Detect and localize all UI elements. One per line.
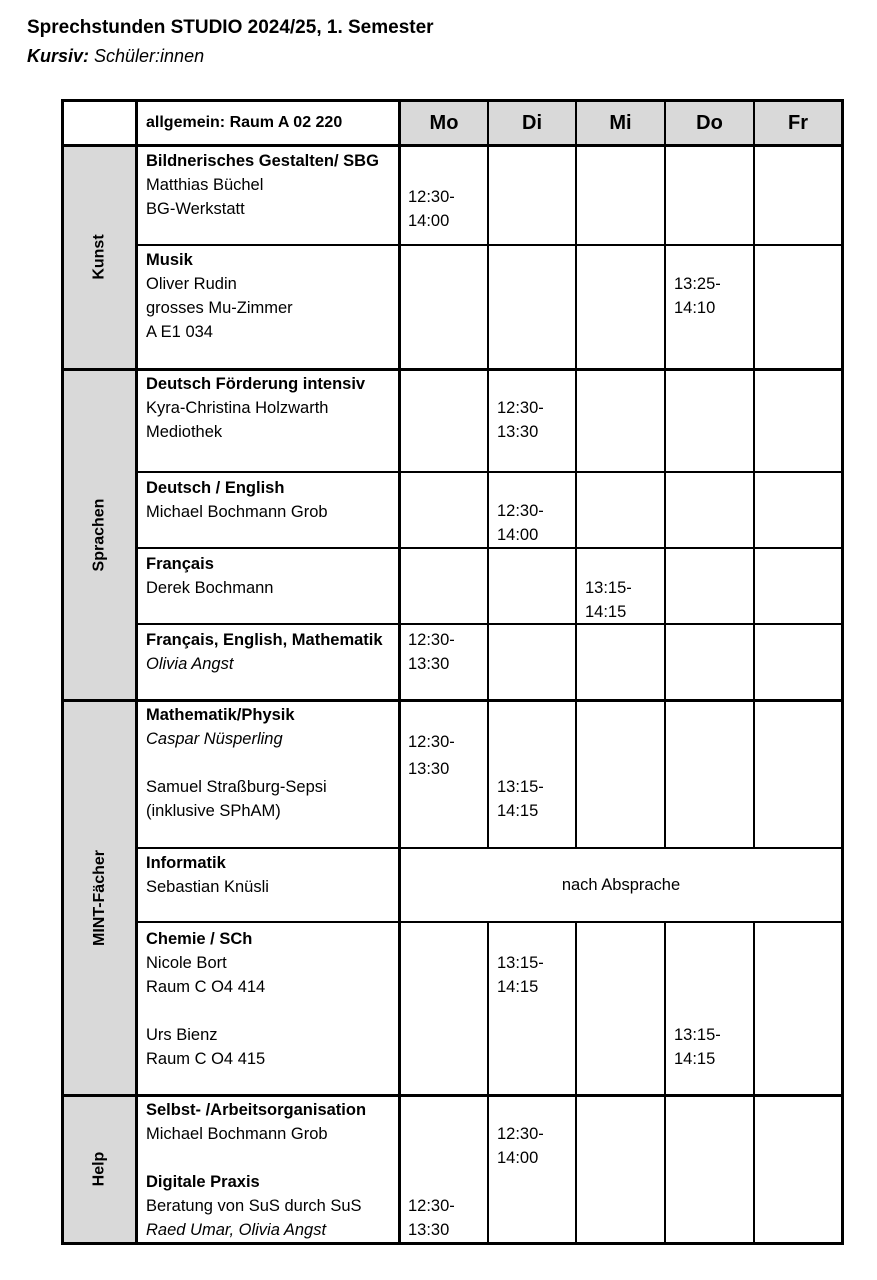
subject-cell-francais: Français Derek Bochmann xyxy=(146,555,274,597)
day-header-mo: Mo xyxy=(429,111,459,134)
grid-line xyxy=(575,99,577,849)
table-border xyxy=(841,99,844,1245)
time-mathematik-physik-mo: 12:30- 13:30 xyxy=(408,733,455,778)
subject-cell-deutsch-foerderung: Deutsch Förderung intensiv Kyra-Christina Holzwarth Mediothek xyxy=(146,375,366,441)
grid-line xyxy=(753,99,755,849)
time-deutsch-english-di: 12:30- 14:00 xyxy=(497,502,544,544)
legend-text: Schüler:innen xyxy=(89,46,205,66)
general-room-label: allgemein: Raum A 02 220 xyxy=(146,114,343,131)
category-sprachen: Sprachen xyxy=(90,498,108,571)
time-sbg-mo: 12:30- 14:00 xyxy=(408,188,455,230)
time-help-di: 12:30- 14:00 xyxy=(497,1125,544,1167)
time-deutsch-foerderung-di: 12:30- 13:30 xyxy=(497,399,544,441)
grid-line xyxy=(135,99,138,1245)
subject-cell-chemie: Chemie / SCh Nicole Bort Raum C O4 414 Urs Bienz Raum C O4 415 xyxy=(146,930,266,1068)
grid-line xyxy=(487,921,489,1243)
time-francais-mi: 13:15- 14:15 xyxy=(585,579,632,621)
time-chemie-do: 13:15- 14:15 xyxy=(674,1026,721,1068)
subject-cell-fem: Français, English, Mathematik Olivia Angst xyxy=(146,631,383,673)
time-fem-mo: 12:30- 13:30 xyxy=(408,631,455,673)
legend-key: Kursiv: xyxy=(27,46,90,66)
grid-line xyxy=(61,699,844,702)
grid-line xyxy=(61,1094,844,1097)
time-mathematik-physik-di: 13:15- 14:15 xyxy=(497,778,544,820)
informatik-note: nach Absprache xyxy=(561,876,681,894)
subject-cell-mathematik-physik: Mathematik/Physik Caspar Nüsperling Samuel Straßburg-Sepsi (inklusive SPhAM) xyxy=(146,706,327,820)
grid-line xyxy=(136,244,842,246)
category-kunst: Kunst xyxy=(90,234,108,280)
grid-line xyxy=(487,99,489,849)
time-help-mo: 12:30- 13:30 xyxy=(408,1197,455,1239)
subject-cell-sbg: Bildnerisches Gestalten/ SBG Matthias Büchel BG-Werkstatt xyxy=(146,152,379,218)
grid-line xyxy=(753,921,755,1243)
page-title: Sprechstunden STUDIO 2024/25, 1. Semester xyxy=(27,17,434,38)
table-border xyxy=(61,1242,844,1245)
subject-cell-deutsch-english: Deutsch / English Michael Bochmann Grob xyxy=(146,479,328,521)
grid-line xyxy=(61,144,844,147)
grid-line xyxy=(136,547,842,549)
subject-cell-musik: Musik Oliver Rudin grosses Mu-Zimmer A E1 034 xyxy=(146,251,293,341)
grid-line xyxy=(664,921,666,1243)
subject-cell-help: Selbst- /Arbeitsorganisation Michael Bochmann Grob Digitale Praxis Beratung von SuS durch SuS Raed Umar, Olivia Angst xyxy=(146,1101,367,1239)
grid-line xyxy=(136,921,842,923)
day-header-di: Di xyxy=(522,111,542,134)
grid-line xyxy=(136,471,842,473)
subject-cell-informatik: Informatik Sebastian Knüsli xyxy=(146,854,269,896)
grid-line xyxy=(136,847,842,849)
table-border xyxy=(61,99,844,102)
grid-line xyxy=(398,99,401,1245)
category-mint: MINT-Fächer xyxy=(90,849,108,946)
table-border xyxy=(61,99,64,1245)
grid-line xyxy=(575,921,577,1243)
day-header-do: Do xyxy=(696,111,723,134)
day-header-mi: Mi xyxy=(609,111,632,134)
day-header-fr: Fr xyxy=(788,111,808,134)
category-help: Help xyxy=(90,1151,108,1187)
time-chemie-di: 13:15- 14:15 xyxy=(497,954,544,996)
grid-line xyxy=(61,368,844,371)
time-musik-do: 13:25- 14:10 xyxy=(674,275,721,317)
grid-line xyxy=(664,99,666,849)
grid-line xyxy=(136,623,842,625)
